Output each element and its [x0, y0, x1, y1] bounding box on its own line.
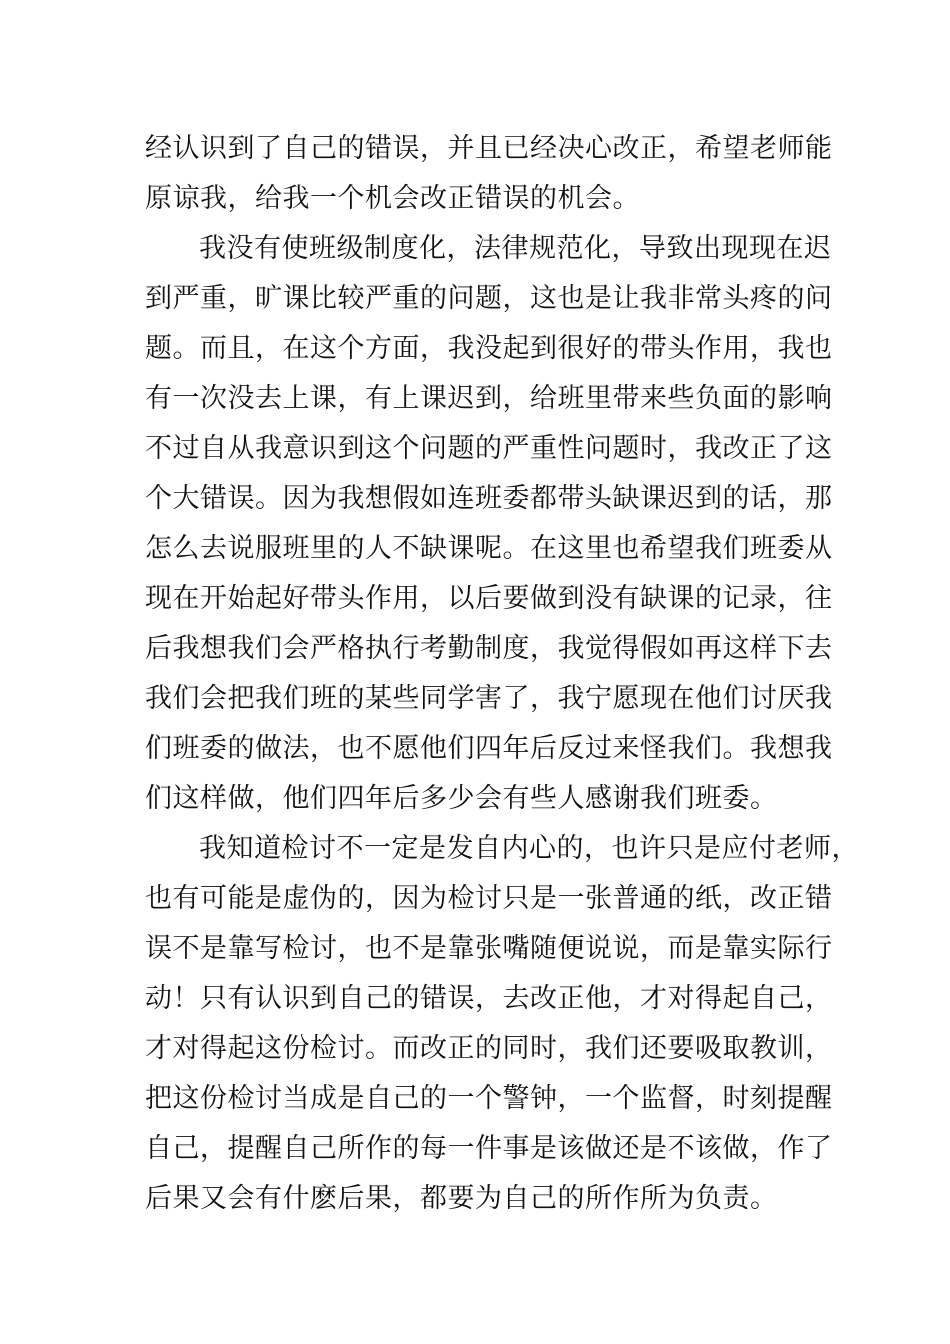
paragraph-2-line-6: 个大错误。因为我想假如连班委都带头缺课迟到的话，那: [145, 483, 833, 514]
paragraph-2-line-2: 到严重，旷课比较严重的问题，这也是让我非常头疼的问: [145, 283, 833, 314]
paragraph-2-line-3: 题。而且，在这个方面，我没起到很好的带头作用，我也: [145, 333, 833, 364]
paragraph-2-line-8: 现在开始起好带头作用，以后要做到没有缺课的记录，往: [145, 583, 833, 614]
paragraph-3-line-2: 也有可能是虚伪的，因为检讨只是一张普通的纸，改正错: [145, 883, 833, 914]
paragraph-2-line-1: 我没有使班级制度化，法律规范化，导致出现现在迟: [199, 233, 832, 264]
paragraph-2-line-9: 后我想我们会严格执行考勤制度，我觉得假如再这样下去: [145, 633, 833, 664]
paragraph-3-line-5: 才对得起这份检讨。而改正的同时，我们还要吸取教训，: [145, 1033, 833, 1064]
paragraph-3-line-4: 动！只有认识到自己的错误，去改正他，才对得起自己，: [145, 983, 833, 1014]
paragraph-2-line-4: 有一次没去上课，有上课迟到，给班里带来些负面的影响: [145, 383, 833, 414]
paragraph-3-line-7: 自己，提醒自己所作的每一件事是该做还是不该做，作了: [145, 1133, 833, 1164]
paragraph-3-line-6: 把这份检讨当成是自己的一个警钟，一个监督，时刻提醒: [145, 1083, 833, 1114]
text-line-1: 经认识到了自己的错误，并且已经决心改正，希望老师能: [145, 133, 833, 164]
paragraph-3-line-1: 我知道检讨不一定是发自内心的，也许只是应付老师，: [199, 833, 859, 864]
paragraph-3-line-8: 后果又会有什麽后果，都要为自己的所作所为负责。: [145, 1183, 778, 1214]
paragraph-2-line-10: 我们会把我们班的某些同学害了，我宁愿现在他们讨厌我: [145, 683, 833, 714]
text-line-2: 原谅我，给我一个机会改正错误的机会。: [145, 183, 640, 214]
paragraph-2-line-5: 不过自从我意识到这个问题的严重性问题时，我改正了这: [145, 433, 833, 464]
paragraph-2-line-7: 怎么去说服班里的人不缺课呢。在这里也希望我们班委从: [145, 533, 833, 564]
paragraph-2-line-12: 们这样做，他们四年后多少会有些人感谢我们班委。: [145, 783, 778, 814]
paragraph-2-line-11: 们班委的做法，也不愿他们四年后反过来怪我们。我想我: [145, 733, 833, 764]
paragraph-3-line-3: 误不是靠写检讨，也不是靠张嘴随便说说，而是靠实际行: [145, 933, 833, 964]
